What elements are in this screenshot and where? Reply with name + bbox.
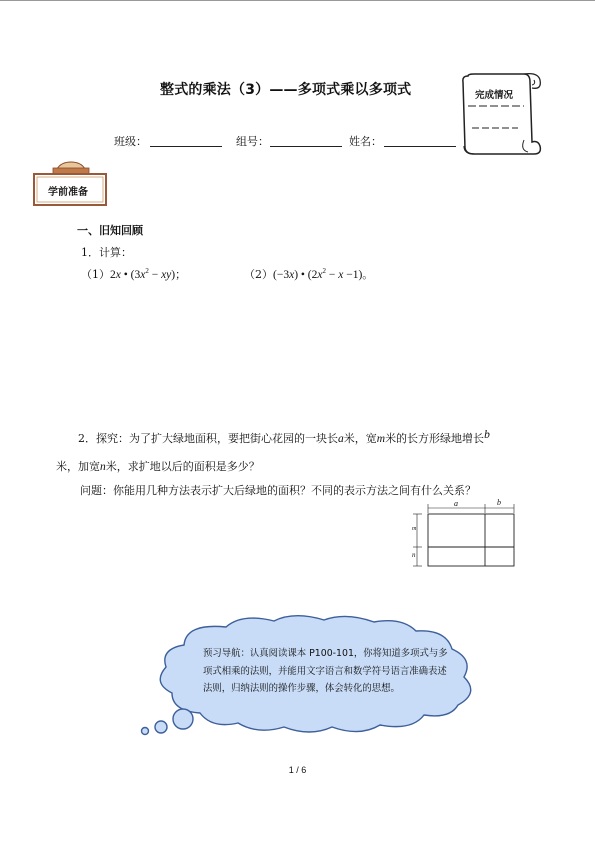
figure-label-n: n	[412, 551, 416, 559]
q2-var-b: b	[484, 429, 490, 441]
rectangle-figure	[410, 500, 520, 570]
figure-label-b: b	[497, 498, 501, 507]
q2-var-n: n	[100, 461, 106, 473]
figure-label-a: a	[454, 499, 458, 508]
group-field[interactable]	[270, 146, 342, 147]
section-heading: 一、旧知回顾	[77, 224, 143, 237]
class-field[interactable]	[150, 146, 222, 147]
q2-var-m: m	[376, 433, 386, 445]
section-tag	[33, 161, 109, 207]
student-info-row	[0, 133, 595, 153]
name-field[interactable]	[384, 146, 456, 147]
q1-part2-suffix: 。	[362, 268, 374, 281]
top-rule	[0, 0, 595, 1]
q2-text-b: 米，宽	[343, 432, 377, 445]
completion-badge-label: 完成情况	[475, 90, 514, 101]
q1-part2	[244, 266, 373, 282]
q2-text-c: 米的长方形绿地增长	[385, 432, 485, 445]
q1-part2-expression: (−3x) • $(2x^2 - x -1)$	[273, 267, 363, 281]
q2-line2	[56, 458, 260, 474]
q2-question: 问题：你能用几种方法表示扩大后绿地的面积？不同的表示方法之间有什么关系？	[80, 484, 476, 497]
figure-label-m: m	[412, 526, 417, 532]
class-label: 班级：	[114, 135, 147, 148]
q1-part1	[81, 266, 186, 282]
name-label: 姓名：	[349, 135, 382, 148]
page-number: 1 / 6	[288, 765, 307, 775]
q1-part1-prefix: （1）	[81, 268, 110, 281]
q2-text-e: 米，求扩地以后的面积是多少？	[105, 460, 260, 473]
group-label: 组号：	[236, 135, 269, 148]
preview-guide-text: 预习导航：认真阅读课本 P100-101，你将知道多项式与多项式相乘的法则，并能用文字语言和数学符号语言准确表述法则，归纳法则的操作步骤，体会转化的思想。	[203, 648, 448, 694]
q1-part1-expression: 2x • $(3x^2 - xy)$	[110, 267, 176, 281]
q2-text-d: 米，加宽	[56, 460, 100, 473]
q1-part1-suffix: ；	[175, 268, 187, 281]
q1-label: 1．计算：	[81, 246, 132, 259]
page-title: 整式的乘法（3）——多项式乘以多项式	[160, 82, 412, 98]
section-tag-label: 学前准备	[48, 187, 88, 198]
q2-line1	[78, 430, 490, 446]
rectangle-diagram	[410, 500, 520, 570]
q2-text-a: 2．探究：为了扩大绿地面积，要把街心花园的一块长	[78, 432, 338, 445]
q2-var-a: a	[338, 433, 344, 445]
q1-part2-prefix: （2）	[244, 268, 273, 281]
